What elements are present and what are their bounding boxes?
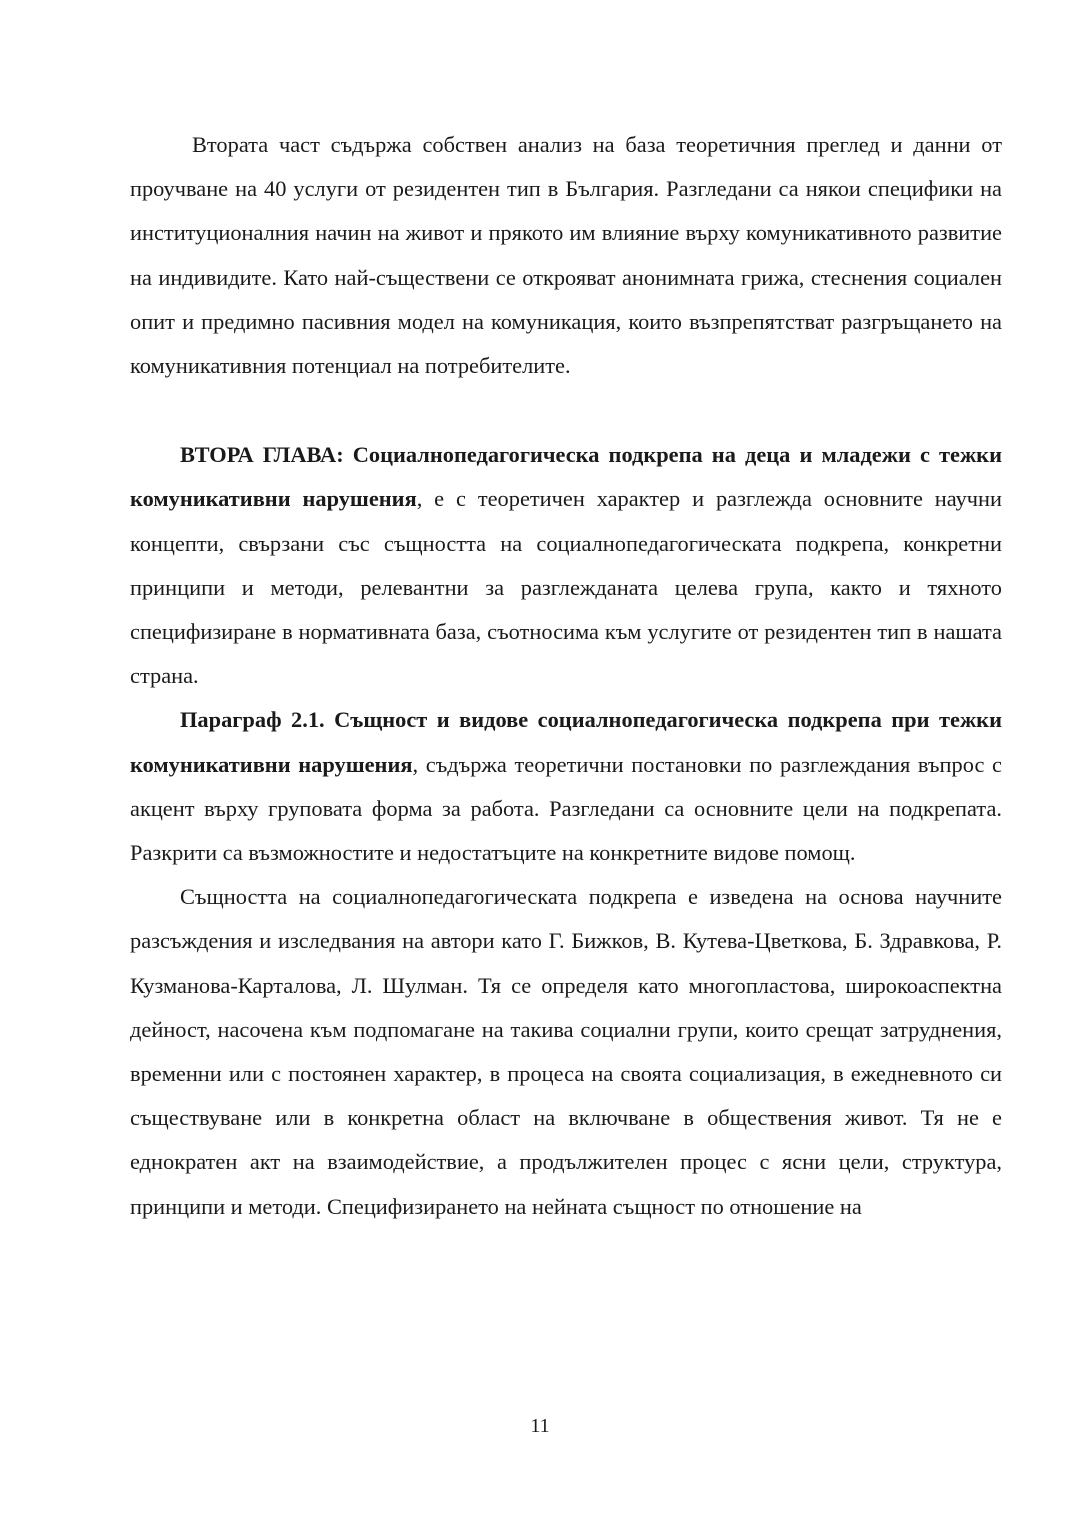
paragraph-second-part-summary xyxy=(130,123,1002,388)
paragraph-text: , е с теоретичен характер и разглежда основните научни концепти, свързани със същността на социалнопедагогическата подкрепа, конкретни принципи и методи, релевантни за разглежданата целева група, както и тяхното специфизиране в нормативната база, съотносима към услугите от резидентен тип в нашата страна. xyxy=(130,486,1002,689)
section-2-1-heading: Параграф 2.1. Същност и видове социалнопедагогическа подкрепа при тежки комуникативни нарушения xyxy=(130,707,1002,777)
paragraph-section-2-1 xyxy=(130,698,1002,875)
document-body xyxy=(130,123,1002,1229)
paragraph-text: Същността на социалнопедагогическата подкрепа е изведена на основа научните разсъждения и изследвания на автори като Г. Бижков, В. Кутева-Цветкова, Б. Здравкова, Р. Кузманова-Карталова, Л. Шулман. Тя се определя като многопластова, широкоаспектна дейност, насочена към подпомагане на такива социални групи, които срещат затруднения, временни или с постоянен характер, в процеса на своята социализация, в ежедневното си съществуване или в конкретна област на включване в обществения живот. Тя не е еднократен акт на взаимодействие, а продължителен процес с ясни цели, структура, принципи и методи. Специфизирането на нейната същност по отношение на xyxy=(130,884,1002,1219)
paragraph-chapter-two xyxy=(130,433,1002,698)
page-number: 11 xyxy=(530,1415,550,1437)
paragraph-text: , съдържа теоретични постановки по разглеждания въпрос с акцент върху груповата форма за работа. Разгледани са основните цели на подкрепата. Разкрити са възможностите и недостатъците на конкретните видове помощ. xyxy=(130,751,1002,866)
paragraph-essence-of-support xyxy=(130,875,1002,1229)
chapter-two-heading: ВТОРА ГЛАВА: Социалнопедагогическа подкрепа на деца и младежи с тежки комуникативни нарушения xyxy=(130,442,1002,512)
paragraph-text: Втората част съдържа собствен анализ на база теоретичния преглед и данни от проучване на 40 услуги от резидентен тип в България. Разгледани са някои специфики на институционалния начин на живот и прякото им влияние върху комуникативното развитие на индивидите. Като най-съществени се открояват анонимната грижа, стеснения социален опит и предимно пасивния модел на комуникация, които възпрепятстват разгръщането на комуникативния потенциал на потребителите. xyxy=(130,132,1002,379)
